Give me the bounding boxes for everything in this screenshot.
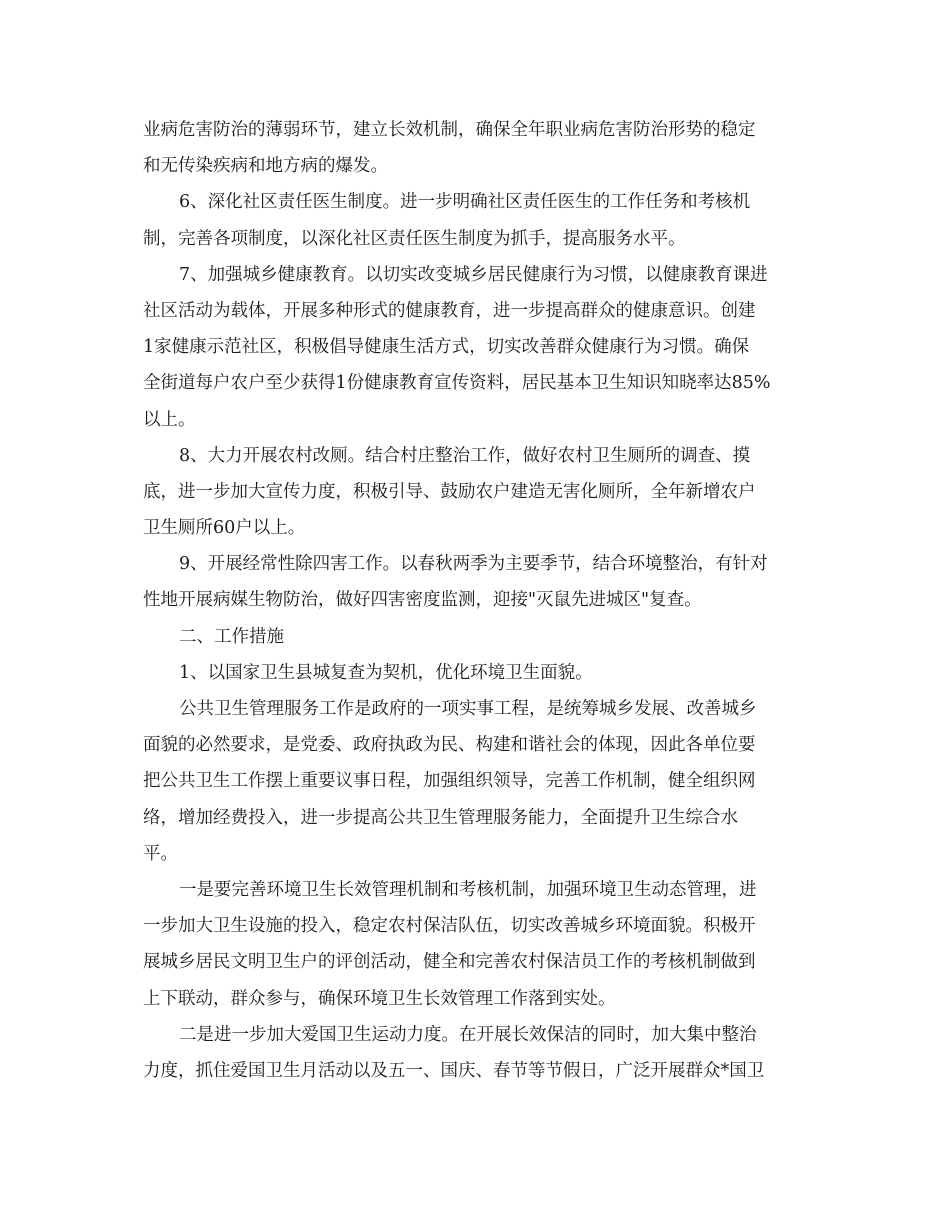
text-line: 平。 (143, 843, 178, 864)
text-line: 展城乡居民文明卫生户的评创活动，健全和完善农村保洁员工作的考核机制做到 (143, 952, 756, 973)
text-line: 一是要完善环境卫生长效管理机制和考核机制，加强环境卫生动态管理，进 (179, 879, 757, 900)
text-line: 全街道每户农户至少获得1份健康教育宣传资料，居民基本卫生知识知晓率达85% (143, 373, 771, 394)
text-line: 面貌的必然要求，是党委、政府执政为民、构建和谐社会的体现，因此各单位要 (143, 735, 756, 756)
text-line: 底，进一步加大宣传力度，积极引导、鼓励农户建造无害化厕所，全年新增农户 (143, 481, 756, 502)
text-line: 7、加强城乡健康教育。以切实改变城乡居民健康行为习惯，以健康教育课进 (179, 264, 768, 285)
text-line: 性地开展病媒生物防治，做好四害密度监测，迎接"灭鼠先进城区"复查。 (143, 590, 702, 611)
text-line: 力度，抓住爱国卫生月活动以及五一、国庆、春节等节假日，广泛开展群众*国卫 (143, 1060, 765, 1081)
text-line: 1、以国家卫生县城复查为契机，优化环境卫生面貌。 (179, 662, 593, 683)
section-heading: 二、工作措施 (179, 626, 284, 647)
text-line: 9、开展经常性除四害工作。以春秋两季为主要季节，结合环境整治，有针对 (179, 554, 768, 575)
text-line: 一步加大卫生设施的投入，稳定农村保洁队伍，切实改善城乡环境面貌。积极开 (143, 916, 756, 937)
text-line: 1家健康示范社区，积极倡导健康生活方式，切实改善群众健康行为习惯。确保 (143, 337, 750, 358)
text-line: 二是进一步加大爱国卫生运动力度。在开展长效保洁的同时，加大集中整治 (179, 1024, 757, 1045)
text-line: 公共卫生管理服务工作是政府的一项实事工程，是统筹城乡发展、改善城乡 (179, 699, 757, 719)
text-line: 卫生厕所60户以上。 (143, 518, 306, 539)
text-line: 6、深化社区责任医生制度。进一步明确社区责任医生的工作任务和考核机 (179, 192, 751, 213)
text-line: 和无传染疾病和地方病的爆发。 (143, 156, 388, 177)
text-line: 上下联动，群众参与，确保环境卫生长效管理工作落到实处。 (143, 988, 616, 1009)
text-line: 社区活动为载体，开展多种形式的健康教育，进一步提高群众的健康意识。创建 (143, 300, 756, 321)
text-line: 业病危害防治的薄弱环节，建立长效机制，确保全年职业病危害防治形势的稳定 (143, 120, 756, 140)
text-line: 络，增加经费投入，进一步提高公共卫生管理服务能力，全面提升卫生综合水 (143, 807, 738, 828)
document-body (143, 112, 811, 1089)
text-line: 把公共卫生工作摆上重要议事日程，加强组织领导，完善工作机制，健全组织网 (143, 771, 756, 792)
text-line: 8、大力开展农村改厕。结合村庄整治工作，做好农村卫生厕所的调查、摸 (179, 445, 751, 466)
text-line: 以上。 (143, 409, 196, 430)
text-line: 制，完善各项制度，以深化社区责任医生制度为抓手，提高服务水平。 (143, 228, 686, 249)
